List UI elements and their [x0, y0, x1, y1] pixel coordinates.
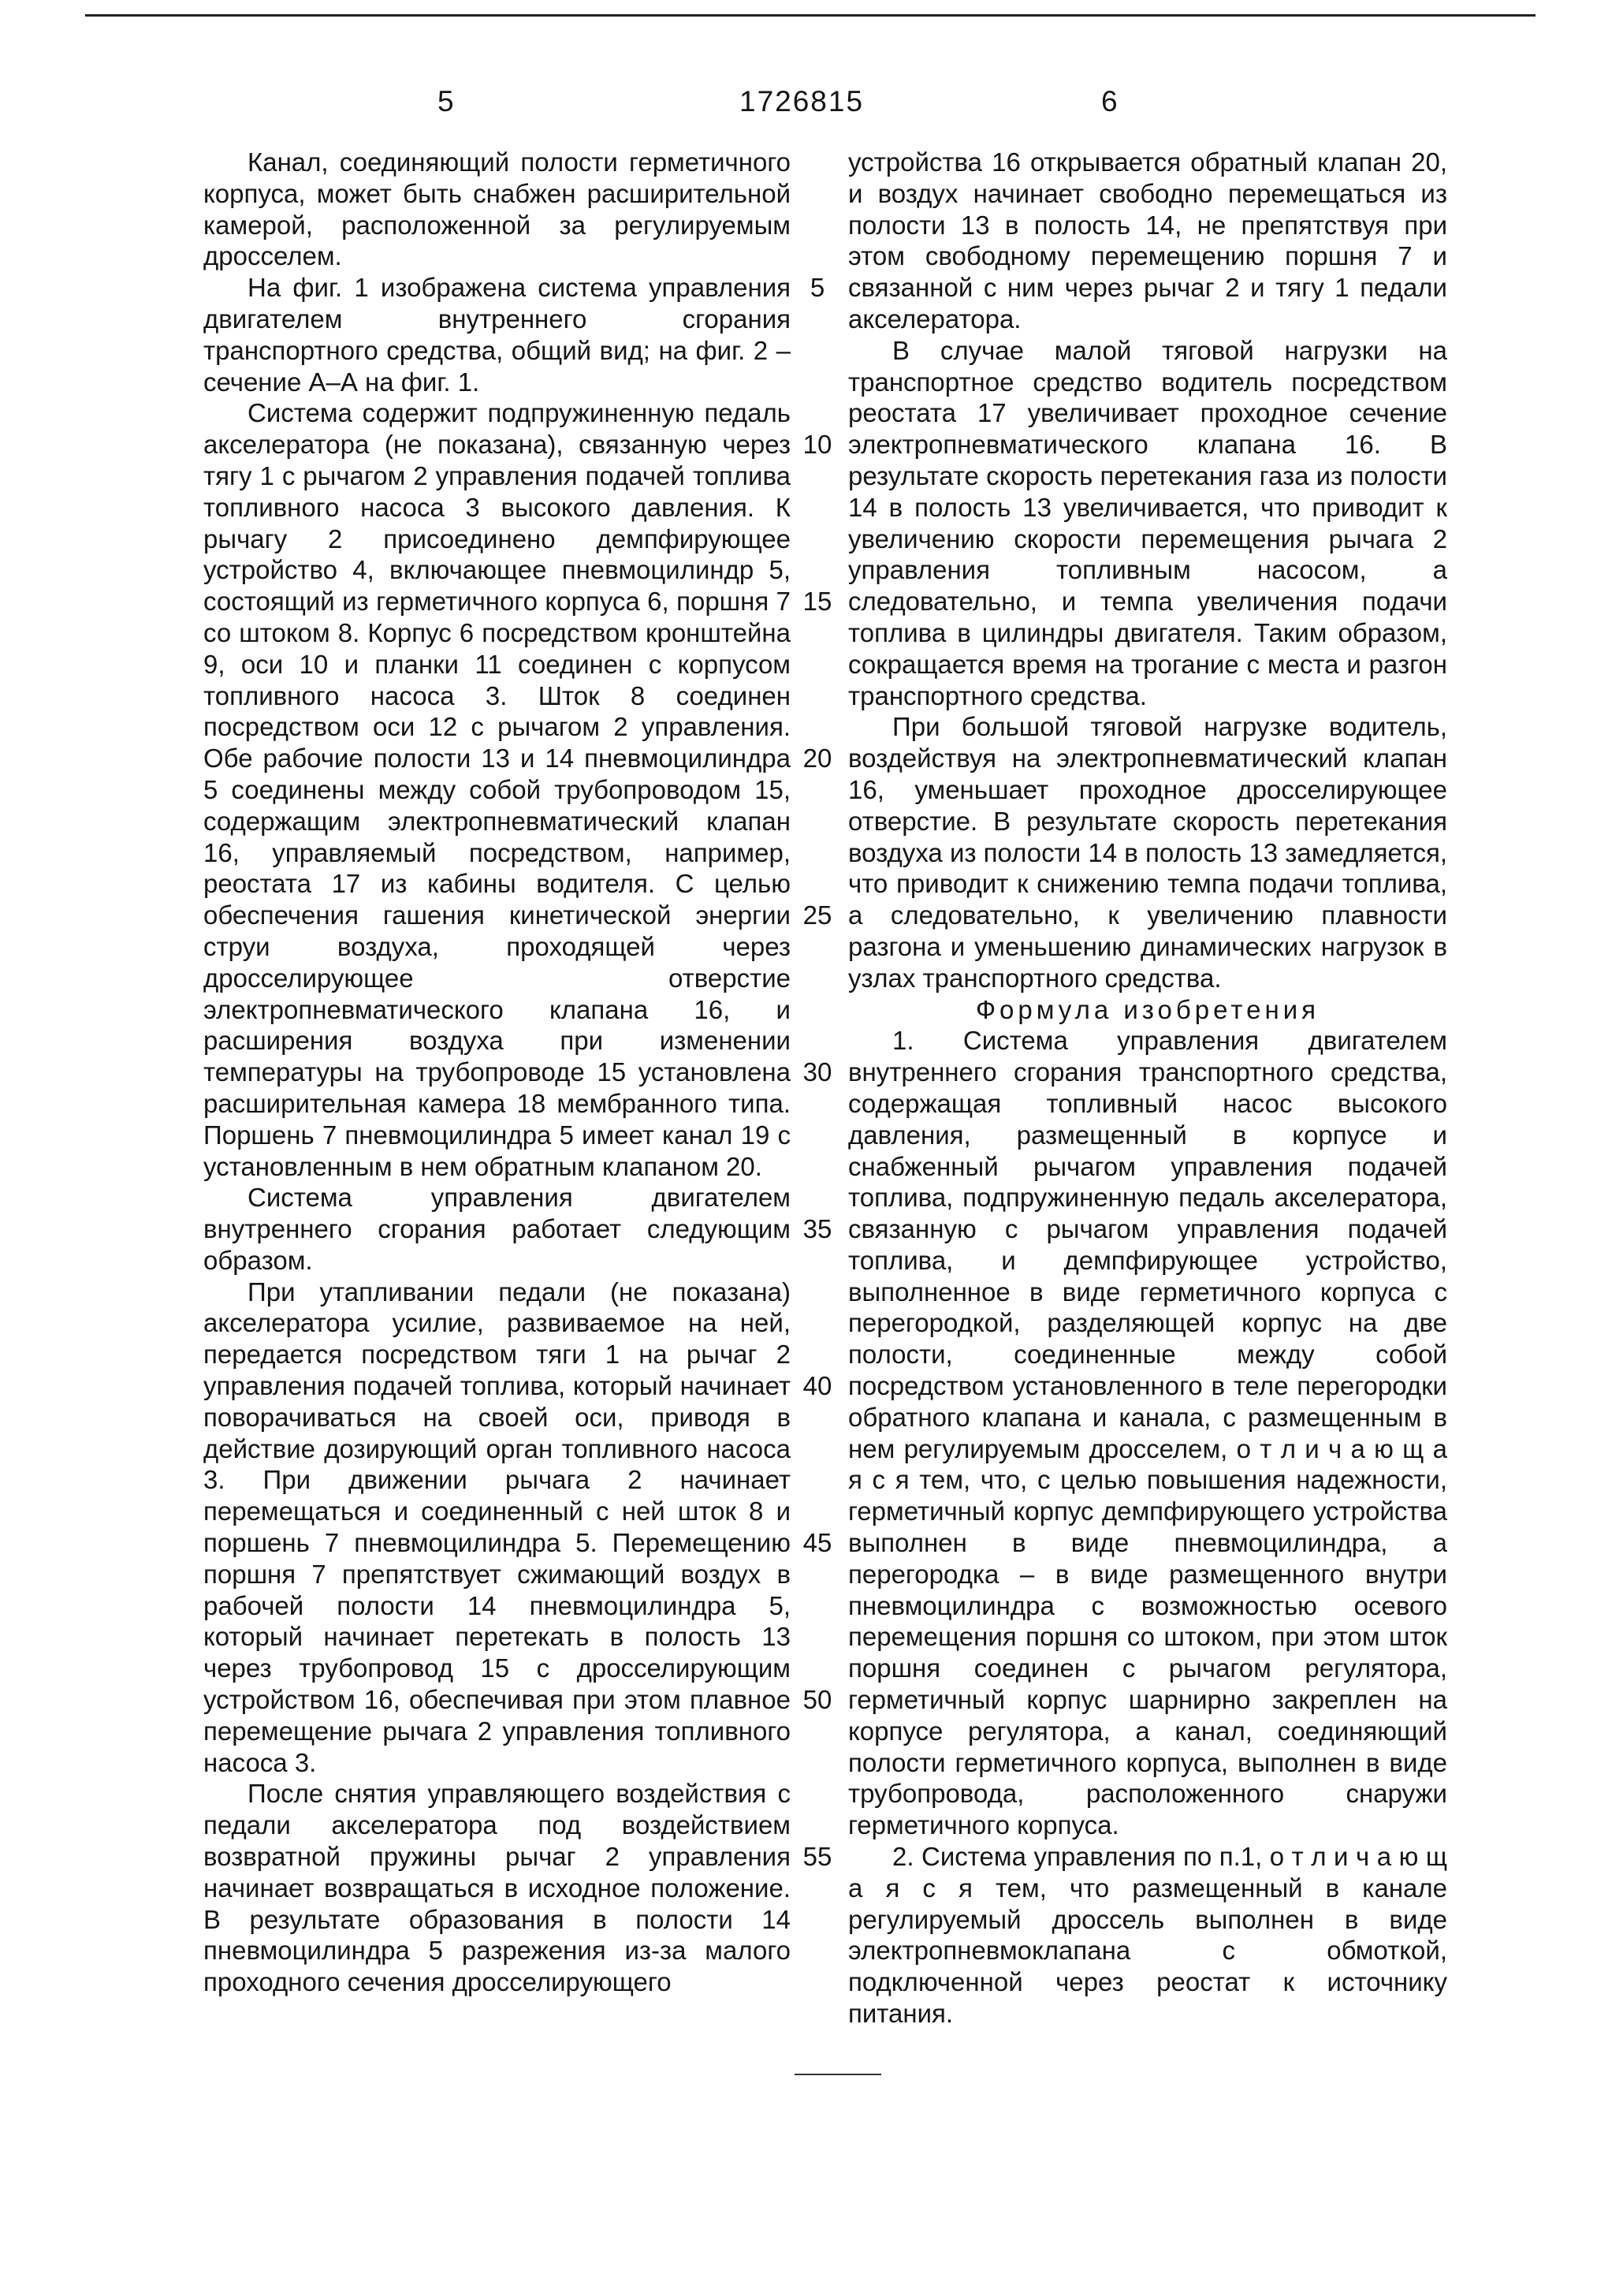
- paragraph: На фиг. 1 изображена система управления двигателем внутреннего сгорания транспортного средства, общий вид; на фиг. 2 – сечение А–А на фиг. 1.: [203, 273, 791, 397]
- line-number-20: 20: [802, 744, 832, 773]
- claims-heading: Формула изобретения: [975, 994, 1320, 1024]
- bottom-rule: [795, 2074, 881, 2075]
- line-number-15: 15: [802, 587, 832, 616]
- paragraph: После снятия управляющего воздействия с педали акселератора под воздействием возвратной пружины рычаг 2 управления начинает возвращаться в исходное положение. В результате образования в полости 14 пневмоцилиндра 5 разрежения из-за малого проходного сечения дросселирующего: [203, 1779, 791, 1997]
- line-number-45: 45: [802, 1528, 832, 1557]
- claim-1: 1. Система управления двигателем внутреннего сгорания транспортного средства, содержащая топливный насос высокого давления, размещенный в корпусе и снабженный рычагом управления подачей топлива, подпружиненную педаль акселератора, связанную с рычагом управления подачей топлива, и демпфирующее устройство, выполненное в виде герметичного корпуса с перегородкой, разделяющей корпус на две полости, соединенные между собой посредством установленного в теле перегородки обратного клапана и канала, с размещенным в нем регулируемым дросселем, о т л и ч а ю щ а я с я тем, что, с целью повышения надежности, герметичный корпус демпфирующего устройства выполнен в виде пневмоцилиндра, а перегородка – в виде размещенного внутри пневмоцилиндра с возможностью осевого перемещения поршня со штоком, при этом шток поршня соединен с рычагом регулятора, герметичный корпус шарнирно закреплен на корпусе регулятора, а канал, соединяющий полости герметичного корпуса, выполнен в виде трубопровода, расположенного снаружи герметичного корпуса.: [848, 1026, 1447, 1840]
- line-number-55: 55: [802, 1842, 832, 1871]
- line-number-50: 50: [802, 1685, 832, 1714]
- top-rule: [85, 14, 1536, 17]
- left-column: [203, 147, 791, 1998]
- paragraph: устройства 16 открывается обратный клапан 20, и воздух начинает свободно перемещаться из полости 13 в полость 14, не препятствуя при этом свободному перемещению поршня 7 и связанной с ним через рычаг 2 и тягу 1 педали акселератора.: [848, 147, 1447, 334]
- paragraph: При большой тяговой нагрузке водитель, воздействуя на электропневматический клапан 16, уменьшает проходное дросселирующее отверстие. В результате скорость перетекания воздуха из полости 14 в полость 13 замедляется, что приводит к снижению темпа подачи топлива, а следовательно, к увеличению плавности разгона и уменьшению динамических нагрузок в узлах транспортного средства.: [848, 712, 1447, 993]
- paragraph: Система управления двигателем внутреннего сгорания работает следующим образом.: [203, 1183, 791, 1275]
- page-header: [0, 85, 1623, 132]
- right-column: [848, 147, 1447, 2030]
- line-number-40: 40: [802, 1371, 832, 1400]
- line-number-30: 30: [802, 1057, 832, 1086]
- paragraph: При утапливании педали (не показана) акселератора усилие, развиваемое на ней, передается посредством тяги 1 на рычаг 2 управления подачей топлива, который начинает поворачиваться на своей оси, приводя в действие дозирующий орган топливного насоса 3. При движении рычага 2 начинает перемещаться и соединенный с ней шток 8 и поршень 7 пневмоцилиндра 5. Перемещению поршня 7 препятствует сжимающий воздух в рабочей полости 14 пневмоцилиндра 5, который начинает перетекать в полость 13 через трубопровод 15 с дросселирующим устройством 16, обеспечивая при этом плавное перемещение рычага 2 управления топливного насоса 3.: [203, 1277, 791, 1777]
- paragraph: Канал, соединяющий полости герметичного корпуса, может быть снабжен расширительной камерой, расположенной за регулируемым дросселем.: [203, 147, 791, 271]
- patent-number: 1726815: [739, 85, 865, 117]
- line-number-5: 5: [810, 273, 825, 302]
- line-number-35: 35: [802, 1214, 832, 1243]
- page-number-right: 6: [1101, 85, 1119, 117]
- line-number-25: 25: [802, 900, 832, 930]
- claim-2: 2. Система управления по п.1, о т л и ч а ю щ а я с я тем, что размещенный в канале регулируемый дроссель выполнен в виде электропневмоклапана с обмоткой, подключенной через реостат к источнику питания.: [848, 1842, 1447, 2029]
- page-number-left: 5: [437, 85, 455, 117]
- line-number-10: 10: [802, 430, 832, 459]
- paragraph: Система содержит подпружиненную педаль акселератора (не показана), связанную через тягу 1 с рычагом 2 управления подачей топлива топливного насоса 3 высокого давления. К рычагу 2 присоединено демпфирующее устройство 4, включающее пневмоцилиндр 5, состоящий из герметичного корпуса 6, поршня 7 со штоком 8. Корпус 6 посредством кронштейна 9, оси 10 и планки 11 соединен с корпусом топливного насоса 3. Шток 8 соединен посредством оси 12 с рычагом 2 управления. Обе рабочие полости 13 и 14 пневмоцилиндра 5 соединены между собой трубопроводом 15, содержащим электропневматический клапан 16, управляемый посредством, например, реостата 17 из кабины водителя. С целью обеспечения гашения кинетической энергии струи воздуха, проходящей через дросселирующее отверстие электропневматического клапана 16, и расширения воздуха при изменении температуры на трубопроводе 15 установлена расширительная камера 18 мембранного типа. Поршень 7 пневмоцилиндра 5 имеет канал 19 с установленным в нем обратным клапаном 20.: [203, 398, 791, 1181]
- paragraph: В случае малой тяговой нагрузки на транспортное средство водитель посредством реостата 17 увеличивает проходное сечение электропневматического клапана 16. В результате скорость перетекания газа из полости 14 в полость 13 увеличивается, что приводит к увеличению скорости перемещения рычага 2 управления топливным насосом, а следовательно, и темпа увеличения подачи топлива в цилиндры двигателя. Таким образом, сокращается время на трогание с места и разгон транспортного средства.: [848, 335, 1447, 710]
